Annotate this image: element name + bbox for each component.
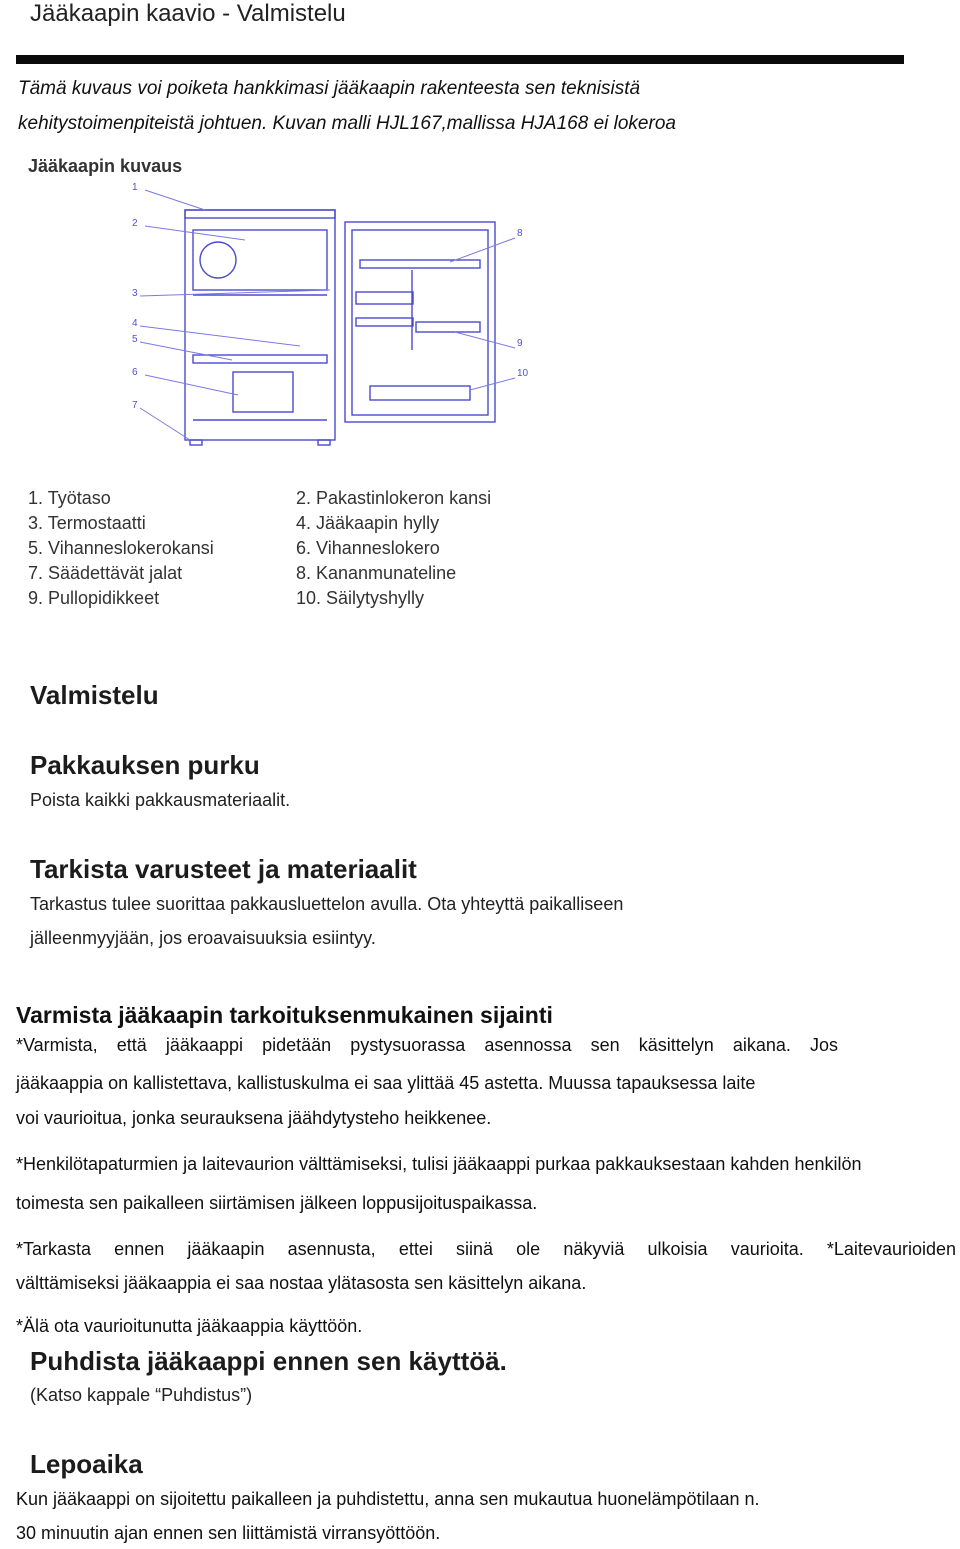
callout-7: 7 xyxy=(132,400,138,411)
clean-text: (Katso kappale “Puhdistus”) xyxy=(30,1385,253,1405)
fridge-shelf xyxy=(356,292,413,304)
legend-item: 9. Pullopidikkeet xyxy=(28,588,160,608)
fridge-diagram xyxy=(0,150,560,620)
header-rule xyxy=(16,55,904,64)
legend-item: 4. Jääkaapin hylly xyxy=(296,513,440,533)
placement-p2-line-1: *Henkilötapaturmien ja laitevaurion välttämiseksi, tulisi jääkaappi purkaa pakkauksestaan kahden henkilön xyxy=(16,1154,862,1174)
callout-5: 5 xyxy=(132,334,138,345)
callout-2: 2 xyxy=(132,218,138,229)
callout-10: 10 xyxy=(517,368,529,379)
freezer-door xyxy=(193,230,327,290)
rest-title: Lepoaika xyxy=(30,1449,143,1479)
page-title: Jääkaapin kaavio - Valmistelu xyxy=(30,0,346,27)
fridge-closed-body xyxy=(185,210,335,440)
placement-p1-line-2: jääkaappia on kallistettava, kallistuskulma ei saa ylittää 45 astetta. Muussa tapauksessa laite xyxy=(16,1073,756,1093)
placement-p4: *Älä ota vaurioitunutta jääkaappia käyttöön. xyxy=(16,1316,363,1336)
adjustable-feet xyxy=(190,440,202,445)
legend-item: 1. Työtaso xyxy=(28,488,111,508)
diagram-title: Jääkaapin kuvaus xyxy=(28,156,183,176)
check-line-2: jälleenmyyjään, jos eroavaisuuksia esiintyy. xyxy=(30,928,376,948)
intro-line-2: kehitystoimenpiteistä johtuen. Kuvan malli HJL167,mallissa HJA168 ei lokeroa xyxy=(18,113,676,134)
egg-tray xyxy=(360,260,480,268)
clean-title: Puhdista jääkaappi ennen sen käyttöä. xyxy=(30,1346,507,1376)
worktop xyxy=(185,210,335,218)
legend-item: 8. Kananmunateline xyxy=(296,563,457,583)
callout-6: 6 xyxy=(132,367,138,378)
legend-item: 2. Pakastinlokeron kansi xyxy=(296,488,492,508)
callout-4: 4 xyxy=(132,318,138,329)
bottle-holder xyxy=(416,322,480,332)
intro-line-1: Tämä kuvaus voi poiketa hankkimasi jääkaapin rakenteesta sen teknisistä xyxy=(18,78,641,99)
check-title: Tarkista varusteet ja materiaalit xyxy=(30,854,417,884)
placement-p2-line-2: toimesta sen paikalleen siirtämisen jälkeen loppusijoituspaikassa. xyxy=(16,1193,538,1213)
rest-line-1: Kun jääkaappi on sijoitettu paikalleen ja puhdistettu, anna sen mukautua huonelämpötilaan n. xyxy=(16,1489,760,1509)
storage-shelf xyxy=(370,386,470,400)
unpack-title: Pakkauksen purku xyxy=(30,750,260,780)
callout-1: 1 xyxy=(132,182,138,193)
legend-item: 6. Vihanneslokero xyxy=(296,538,440,558)
check-line-1: Tarkastus tulee suorittaa pakkausluettelon avulla. Ota yhteyttä paikalliseen xyxy=(30,894,624,914)
placement-p3-line-1: *Tarkasta ennen jääkaapin asennusta, ettei siinä ole näkyviä ulkoisia vaurioita. *Laitevaurioiden xyxy=(16,1239,956,1259)
section-title-valmistelu: Valmistelu xyxy=(30,680,159,710)
legend-item: 5. Vihanneslokerokansi xyxy=(28,538,214,558)
placement-p3-line-2: välttämiseksi jääkaappia ei saa nostaa ylätasosta sen käsittelyn aikana. xyxy=(16,1273,587,1293)
crisper-drawer xyxy=(233,372,293,412)
legend-item: 7. Säädettävät jalat xyxy=(28,563,183,583)
legend-item: 3. Termostaatti xyxy=(28,513,146,533)
callout-9: 9 xyxy=(517,338,523,349)
legend-item: 10. Säilytyshylly xyxy=(296,588,425,608)
callout-3: 3 xyxy=(132,288,138,299)
placement-p1-line-1: *Varmista, että jääkaappi pidetään pystysuorassa asennossa sen käsittelyn aikana. Jos xyxy=(16,1035,838,1055)
placement-title: Varmista jääkaapin tarkoituksenmukainen sijainti xyxy=(16,1002,553,1028)
callout-8: 8 xyxy=(517,228,523,239)
rest-line-2: 30 minuutin ajan ennen sen liittämistä virransyöttöön. xyxy=(16,1523,441,1543)
thermostat-dial xyxy=(200,242,236,278)
unpack-text: Poista kaikki pakkausmateriaalit. xyxy=(30,790,291,810)
placement-p1-line-3: voi vaurioitua, jonka seurauksena jäähdytysteho heikkenee. xyxy=(16,1108,492,1128)
